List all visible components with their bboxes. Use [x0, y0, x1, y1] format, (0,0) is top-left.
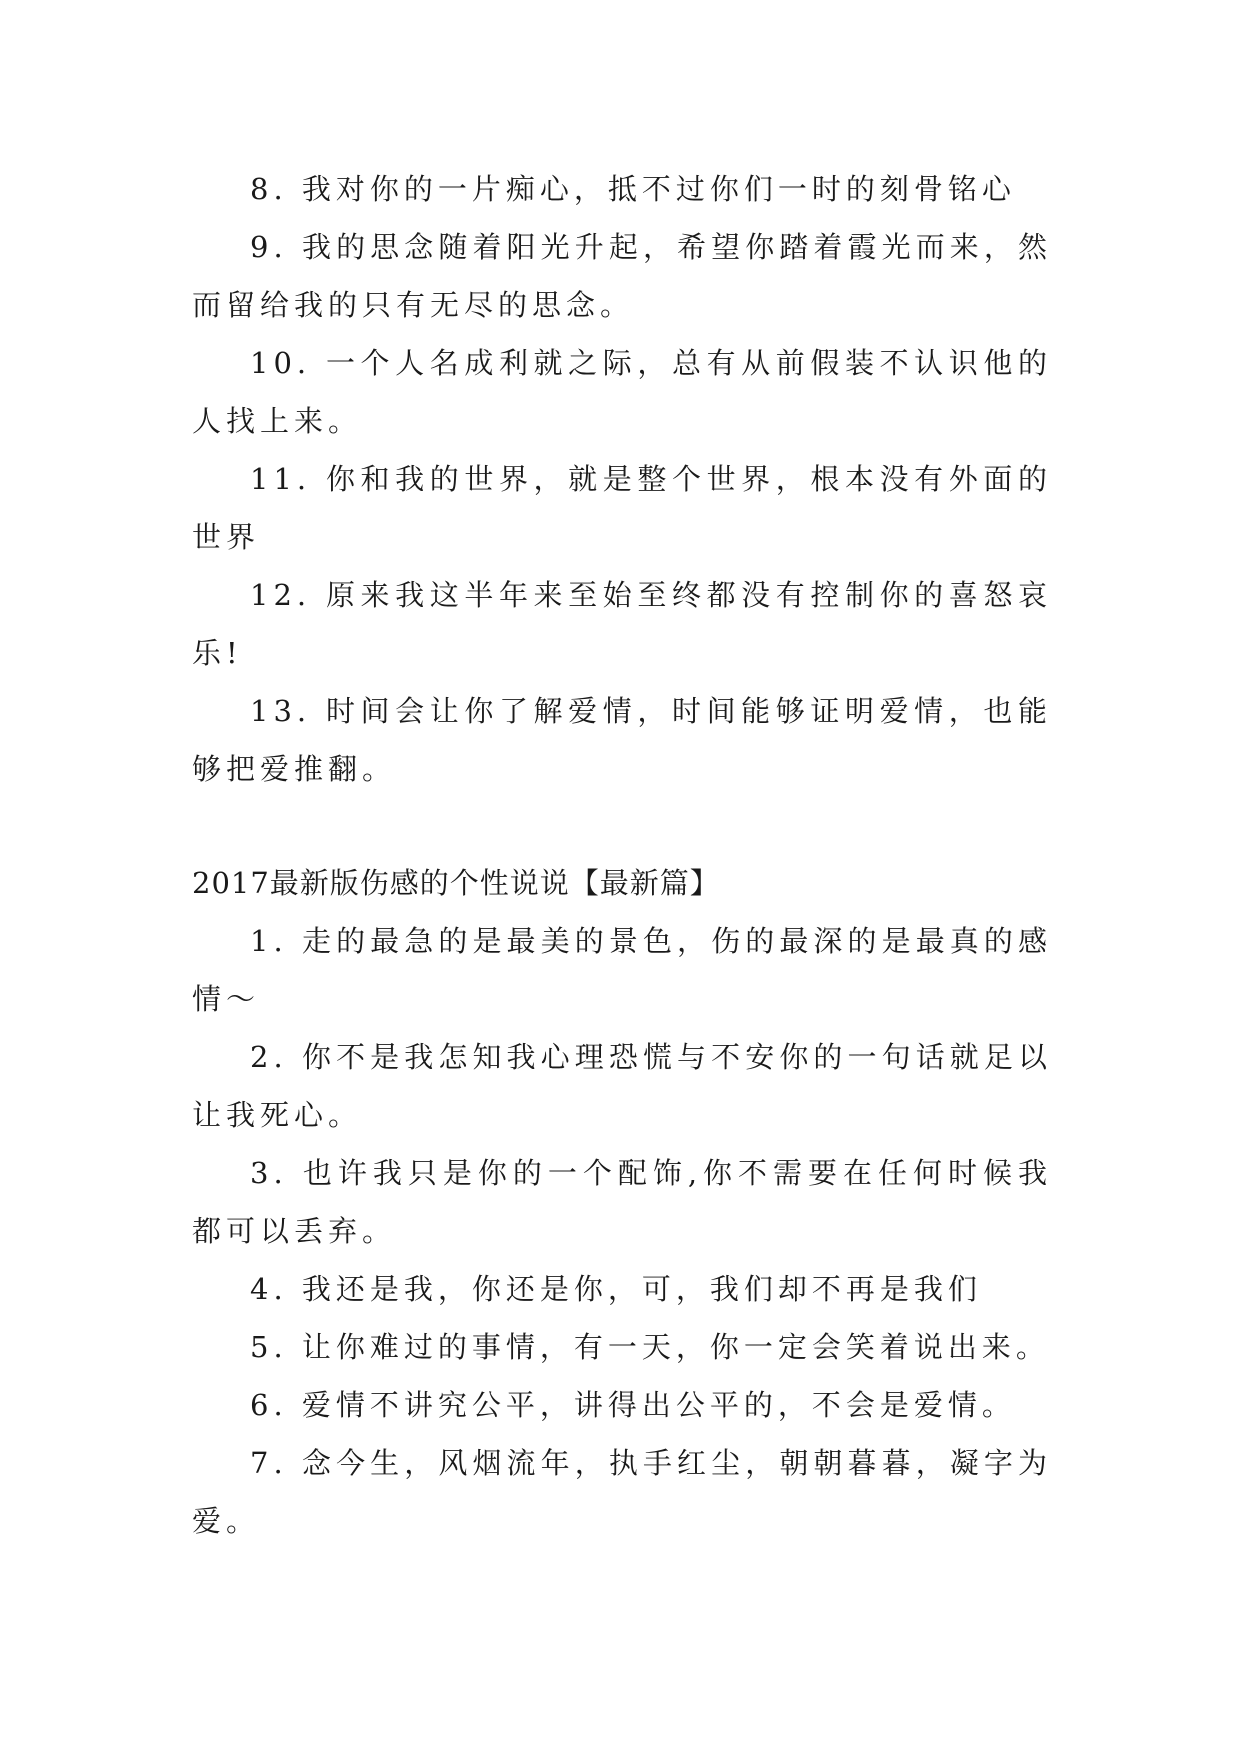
list-item: 4. 我还是我，你还是你，可，我们却不再是我们: [250, 1272, 982, 1306]
document-body: [192, 160, 1052, 1550]
list-item: 6. 爱情不讲究公平，讲得出公平的，不会是爱情。: [250, 1388, 1016, 1422]
list-item: 2. 你不是我怎知我心理恐慌与不安你的一句话就足以让我死心。: [192, 1040, 1052, 1132]
list-item: 1. 走的最急的是最美的景色，伤的最深的是最真的感情～: [192, 924, 1052, 1016]
list-item: 9. 我的思念随着阳光升起，希望你踏着霞光而来，然而留给我的只有无尽的思念。: [192, 230, 1052, 322]
list-item: 12. 原来我这半年来至始至终都没有控制你的喜怒哀乐!: [192, 578, 1052, 670]
list-item: 8. 我对你的一片痴心，抵不过你们一时的刻骨铭心: [250, 172, 1016, 206]
list-item: 7. 念今生，风烟流年，执手红尘，朝朝暮暮，凝字为爱。: [192, 1446, 1052, 1538]
list-item: 3. 也许我只是你的一个配饰,你不需要在任何时候我都可以丢弃。: [192, 1156, 1052, 1248]
section-heading: 2017最新版伤感的个性说说【最新篇】: [192, 866, 720, 900]
list-item: 11. 你和我的世界，就是整个世界，根本没有外面的世界: [192, 462, 1052, 554]
list-item: 13. 时间会让你了解爱情，时间能够证明爱情，也能够把爱推翻。: [192, 694, 1052, 786]
list-item: 10. 一个人名成利就之际，总有从前假装不认识他的人找上来。: [192, 346, 1052, 438]
list-item: 5. 让你难过的事情，有一天，你一定会笑着说出来。: [250, 1330, 1050, 1364]
